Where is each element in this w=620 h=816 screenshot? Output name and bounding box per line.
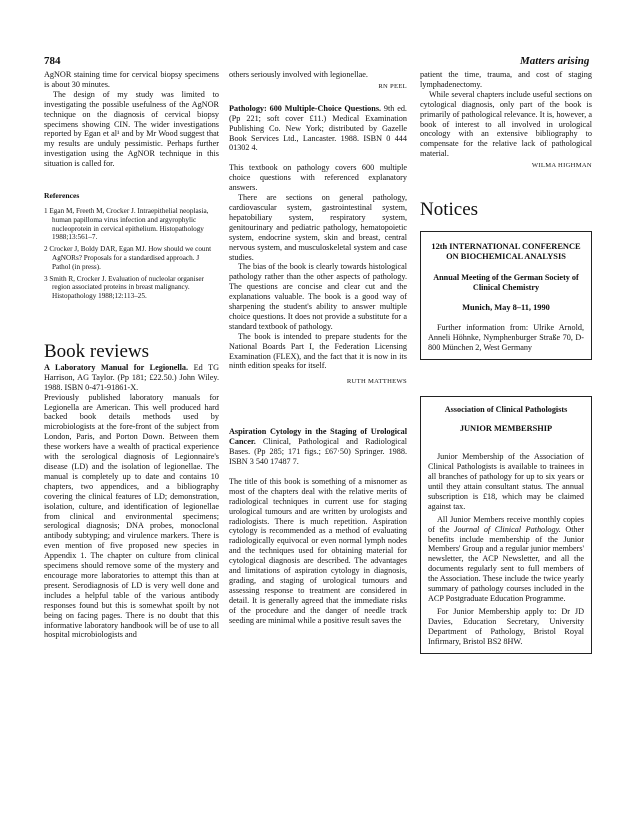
review-3-paragraph-2: While several chapters include useful sections on cytological diagnosis, only part of the book is primarily of pathological relevance. It is, however, a book of interest to all involved in urological oncology with an extensive bibliography to compensate for the relative lack of pathological material. [420,89,592,159]
acp-association-title: Association of Clinical Pathologists [444,404,568,414]
acp-paragraph: For Junior Membership apply to: Dr JD Davies, Education Secretary, University Department of Pathology, Bristol Royal Infirmary, Bristol BS2 8HW. [428,606,584,646]
intro-paragraph-1: AgNOR staining time for cervical biopsy specimens is about 30 minutes. [44,70,219,89]
acp-membership-title: JUNIOR MEMBERSHIP [459,424,553,434]
running-head: Matters arising [520,55,590,67]
intro-paragraph-2: The design of my study was limited to investigating the possible usefulness of the AgNOR technique on the diagnosis of cervical biopsy specimens showing CIN. The wider investigations reported by Egan et al¹ and by Mr Wood suggest that my results are unduly pessimistic. Perhaps further investigation using the AgNOR technique in this situation is called for. [44,89,219,169]
acp-paragraph [428,515,584,604]
column-3 [420,70,592,654]
reference-item: 2 Crocker J, Boldy DAR, Egan MJ. How should we count AgNORs? Proposals for a standardised approach. J Pathol (in press). [44,245,212,271]
column-1 [44,70,219,640]
reference-item: 3 Smith R, Crocker J. Evaluation of nucleolar organiser region associated proteins in breast malignancy. Histopathology 1988;12:113–25. [44,274,204,301]
review-3-title: Aspiration Cytology in the Staging of Urological Cancer. [229,427,407,447]
review-2-paragraph: There are sections on general pathology, cardiovascular system, gastrointestinal system, hepatobiliary system, respiratory system, genitourinary and pediatric pathology, hematopoietic system, endocrine system, skin and breast, central nervous system, and musculoskeletal system and case studies. [229,193,407,262]
conference-dates: Munich, May 8–11, 1990 [462,302,550,312]
review-2-citation: 9th ed. (Pp 221; soft cover £11.) Medical Examination Publishing Co. New York; distributed by Gazelle Book Services Ltd., Lancaster. 1988. ISBN 0 444 01302 4. [229,103,407,153]
acp-p2-before: All Junior Members receive monthly copies of the [428,514,584,534]
review-3-heading [229,427,407,467]
review-2-paragraph: The bias of the book is clearly towards histological pathology rather than the other aspects of pathology. The questions are concise and clear cut and the explanations valuable. The book is a good way of sharpening the student's ability to answer multiple choice questions. It does not provide a substitute for a standard textbook of pathology. [229,262,407,331]
review-1-end: others seriously involved with legionellae. [229,70,368,79]
review-1-citation: Ed TG Harrison, AG Taylor. (Pp 181; £22.50.) John Wiley. 1988. ISBN 0-471-91861-X. [44,362,219,392]
review-1-title: A Laboratory Manual for Legionella. [44,362,189,372]
book-reviews-heading: Book reviews [44,340,150,362]
review-2-heading [229,104,407,154]
review-1-body: Previously published laboratory manuals for Legionella are American. This well produced hard backed book details methods used by microbiologists at the fore-front of the subject from London, Paris, and Porton Down. Between them these workers have a wealth of practical experience with the serological diagnosis of Legionnaire's disease (LD) and the isolation of legionellae. The manual is completely up to date and contains 10 chapters, two appendices, and a bibliography covering the clinical features of LD; demonstration, isolation, culture, and identification of legionellae from clinical and environmental specimens; serological diagnosis; DNA probes, monoclonal antibody subtyping; and virulence markers. There is even mention of five proposed new species in Appendix 1. The chapter on culture from clinical specimens should remove some of the mystery and encourage more laboratories to attempt this than at present. Serodiagnosis of LD is very well done and includes a helpful table of the various antibody responses found but this is somewhat spoilt by not being on facing pages. There is no doubt that this informative laboratory handbook will be of use to all hospital microbiologists and [44,392,219,640]
page-number: 784 [44,55,61,67]
acp-notice-box [420,396,592,654]
review-2-title: Pathology: 600 Multiple-Choice Questions. [229,103,382,113]
acp-p2-after: Other benefits include membership of the Junior Members' Group and a regular junior members' newsletter, the ACP Newsletter, and all the documents regularly sent to full members of the Association. These include the twice yearly summary of pathology courses included in the ACP Postgraduate Education Programme. [428,524,584,603]
review-2-paragraph: This textbook on pathology covers 600 multiple choice questions with referenced explanatory answers. [229,163,407,193]
conference-subtitle: Annual Meeting of the German Society of Clinical Chemistry [433,272,579,292]
review-2-paragraph: The book is intended to prepare students for the National Boards Part I, the Federation Licensing Examination (FLEX), and the fact that it is now in its ninth edition speaks for itself. [229,331,407,371]
review-3-citation: Clinical, Pathological and Radiological Bases. (Pp 285; 171 figs.; £67·50) Springer. 1988. ISBN 3 540 17487 7. [229,437,407,466]
review-3-end: patient the time, trauma, and cost of staging lymphadenectomy. [420,70,592,89]
acp-paragraph: Junior Membership of the Association of Clinical Pathologists is available to trainees in all branches of pathology for up to six years or until they attain consultant status. The annual subscription is £18, which may be claimed against tax. [428,452,584,511]
review-3-signature: WILMA HIGHMAN [531,162,592,170]
review-3-body: The title of this book is something of a misnomer as most of the chapters deal with the relative merits of radiological techniques in current use for staging urological tumours and are written by urologists and radiologists. There is much repetition. Aspiration cytology is recommended as a method of evaluating radiologically equivocal or even normal lymph nodes and the techniques used for obtaining material for cytological diagnosis are described. The advantages and limitations of aspiration cytology in diagnosis, grading, and staging of urological tumours and assessing response to treatment are considered in detail. It is generally agreed that the immediate risks of the procedure and the danger of needle track seeding are minimal while a positive result saves the [229,476,407,625]
column-2 [229,70,407,626]
notices-heading: Notices [420,199,479,221]
reference-item: 1 Egan M, Freeth M, Crocker J. Intraepithelial neoplasia, human papilloma virus infection and argyrophylic nucleoprotein in cervical epithelium. Histopathology 1988;13:561–7. [44,206,209,242]
conference-info: Further information from: Ulrike Arnold, Anneli Höhnke, Nymphenburger Straße 70, D-800 München 2, West Germany [428,322,584,352]
review-2-signature: RUTH MATTHEWS [346,378,407,386]
journal-name: Journal of Clinical Pathology. [453,524,561,534]
references-heading: References [44,191,80,201]
conference-title: 12th INTERNATIONAL CONFERENCE ON BIOCHEMICAL ANALYSIS [431,242,581,262]
review-1-heading [44,363,219,393]
review-1-signature: RN PEEL [378,82,407,90]
conference-notice-box [420,231,592,359]
